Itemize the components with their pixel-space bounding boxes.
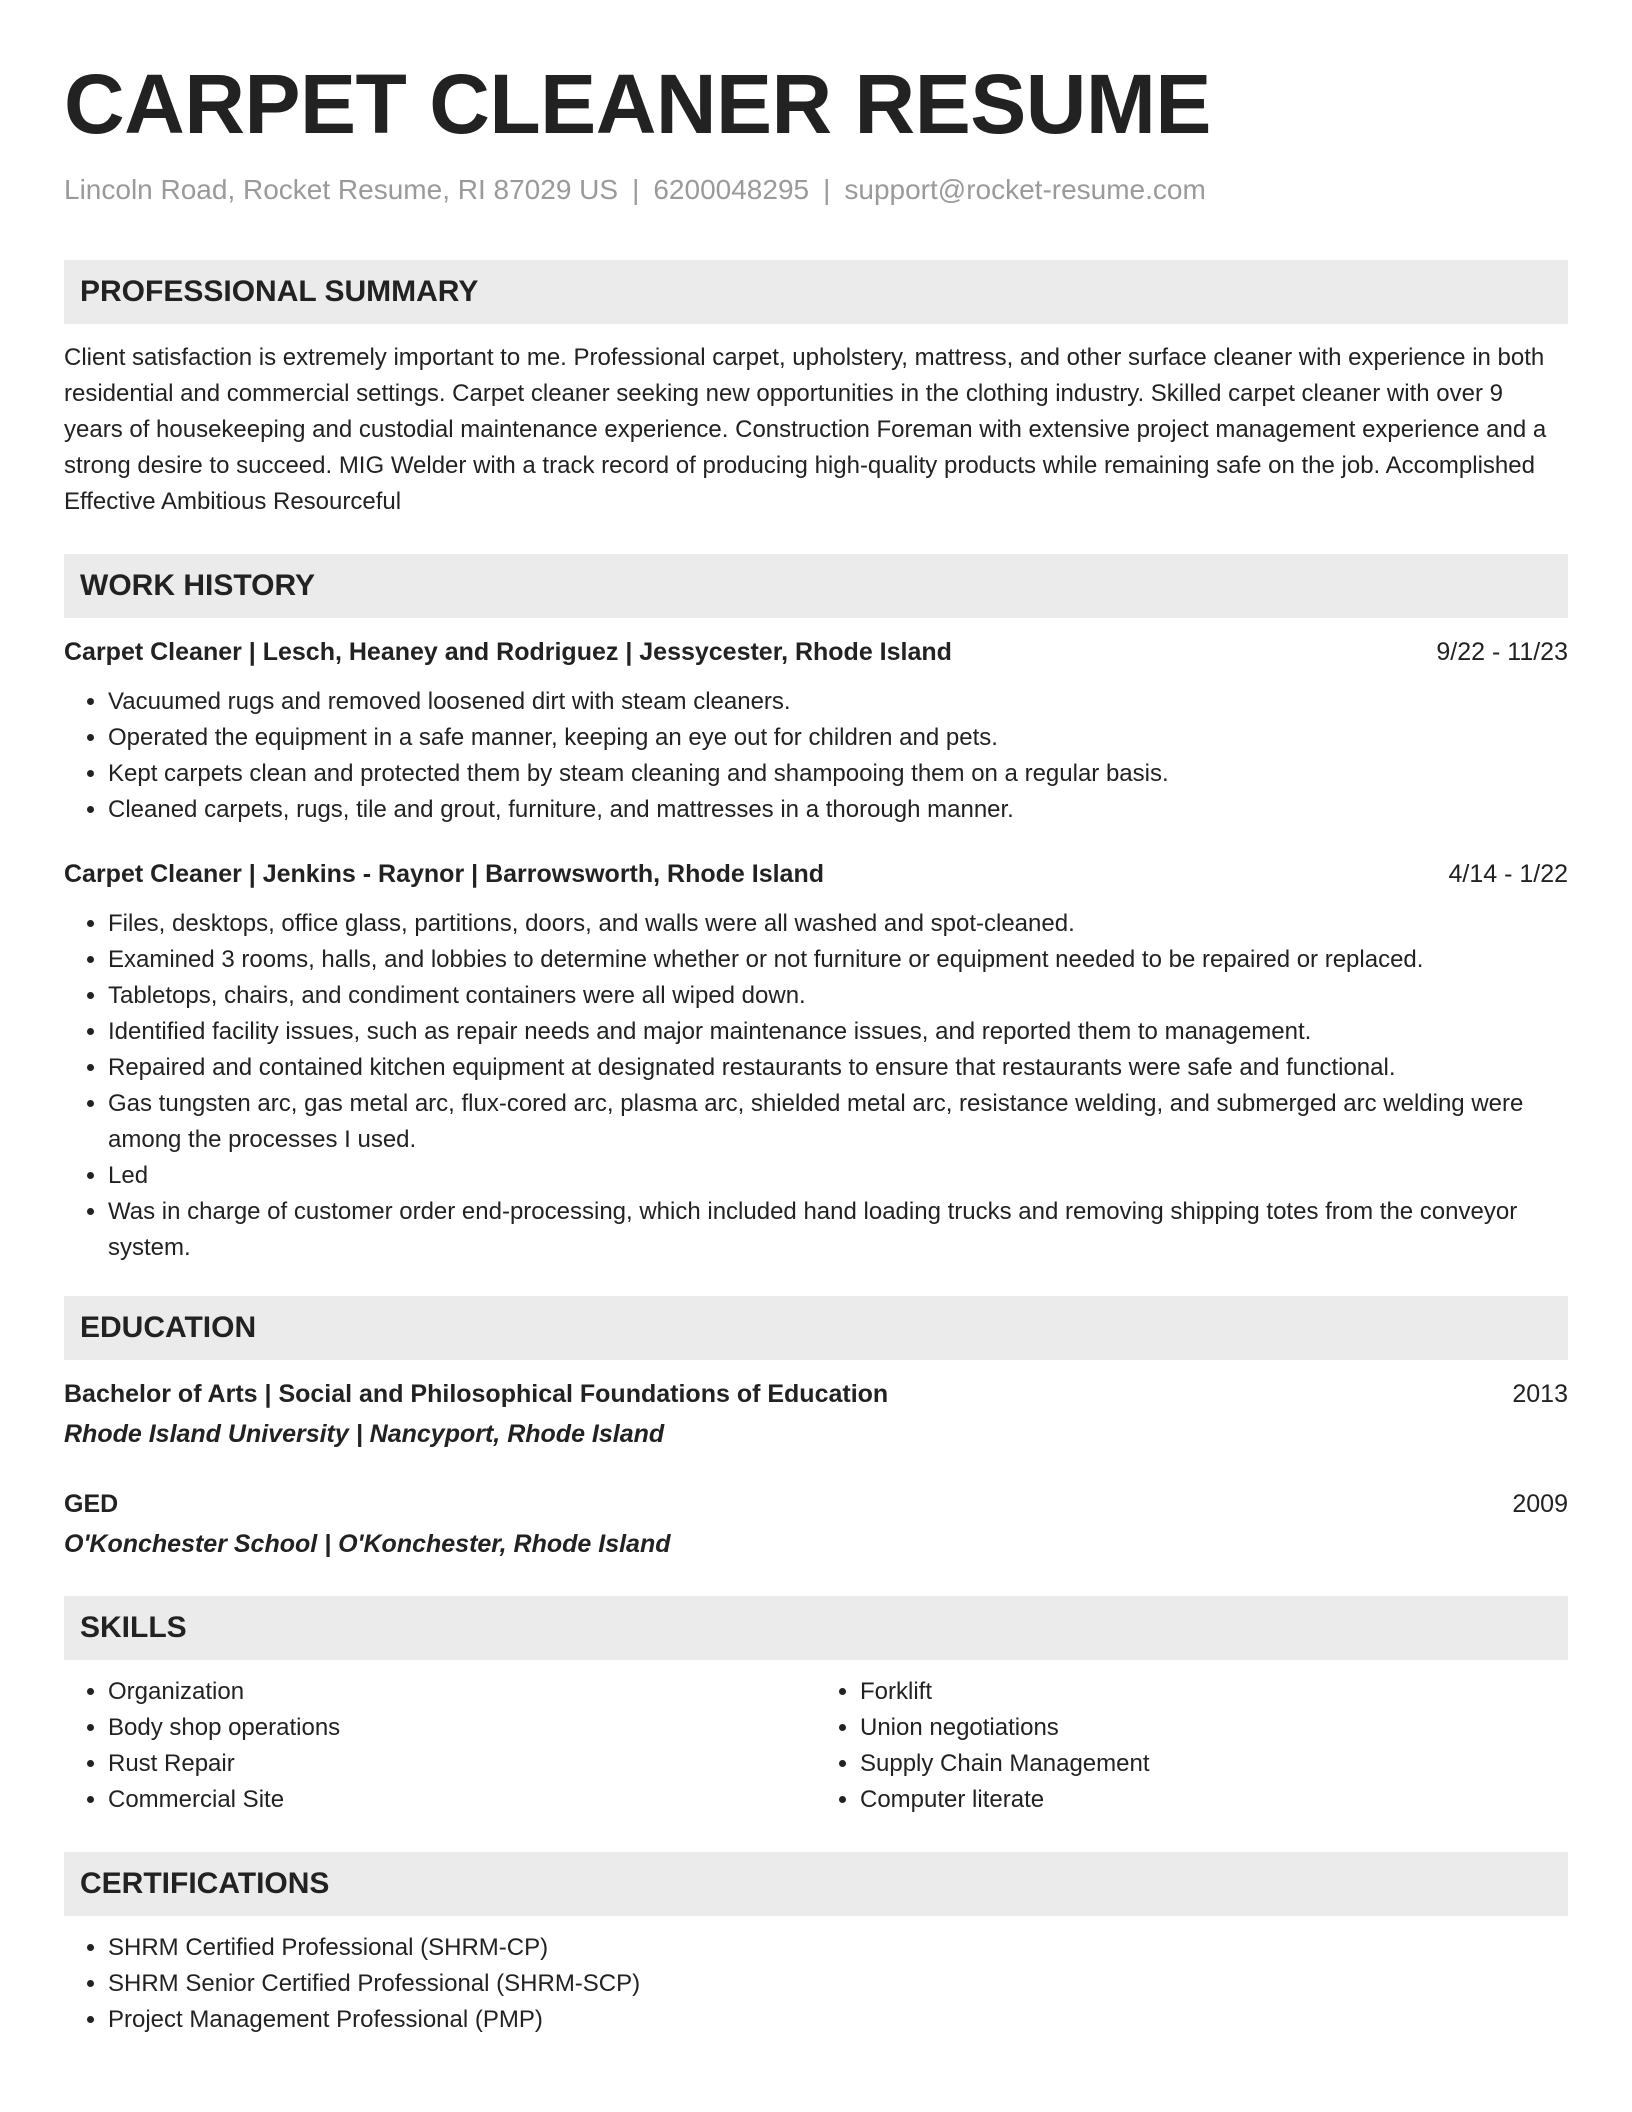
section-heading-label: EDUCATION [80,1311,257,1344]
job-bullet: • Vacuumed rugs and removed loosened dirt with steam cleaners. [108,684,1568,720]
certification-item: • SHRM Certified Professional (SHRM-CP) [108,1930,1568,1966]
job-bullets [64,684,1568,828]
job-entry [64,856,1568,1266]
skill-item: • Supply Chain Management [860,1746,1568,1782]
contact-phone: 6200048295 [653,174,810,205]
contact-address: Lincoln Road, Rocket Resume, RI 87029 US [64,174,619,205]
skill-item: • Union negotiations [860,1710,1568,1746]
job-bullet: • Files, desktops, office glass, partitions, doors, and walls were all washed and spot-cleaned. [108,906,1568,942]
education-degree: GED [64,1490,119,1518]
skill-item: • Forklift [860,1674,1568,1710]
section-heading-label: CERTIFICATIONS [80,1867,330,1900]
skills-grid [64,1674,1568,1818]
job-bullet: • Identified facility issues, such as repair needs and major maintenance issues, and reported them to management. [108,1014,1568,1050]
job-title: Carpet Cleaner | Jenkins - Raynor | Barrowsworth, Rhode Island [64,860,824,888]
section-heading-label: WORK HISTORY [80,569,316,602]
job-bullet: • Examined 3 rooms, halls, and lobbies to determine whether or not furniture or equipment needed to be repaired or replaced. [108,942,1568,978]
job-title: Carpet Cleaner | Lesch, Heaney and Rodriguez | Jessycester, Rhode Island [64,638,952,666]
job-entry [64,634,1568,828]
certification-item: • Project Management Professional (PMP) [108,2002,1568,2038]
skill-item: • Commercial Site [108,1782,816,1818]
section-heading-skills [64,1596,1568,1660]
contact-separator: | [632,174,640,205]
job-dates: 9/22 - 11/23 [1436,638,1568,666]
summary-text: Client satisfaction is extremely important to me. Professional carpet, upholstery, mattress, and other surface cleaner with experience in both residential and commercial settings. Carpet cleaner seeking new opportunities in the clothing industry. Skilled carpet cleaner with over 9 years of housekeeping and custodial maintenance experience. Construction Foreman with extensive project management experience and a strong desire to succeed. MIG Welder with a track record of producing high-quality products while remaining safe on the job. Accomplished Effective Ambitious Resourceful [64,344,1547,515]
job-bullet: • Cleaned carpets, rugs, tile and grout, furniture, and mattresses in a thorough manner. [108,792,1568,828]
job-bullet: • Led [108,1158,1568,1194]
job-bullet: • Kept carpets clean and protected them by steam cleaning and shampooing them on a regular basis. [108,756,1568,792]
certification-item: • SHRM Senior Certified Professional (SHRM-SCP) [108,1966,1568,2002]
certification-list [64,1930,1568,2038]
education-school: O'Konchester School | O'Konchester, Rhode Island [64,1530,671,1558]
contact-separator: | [823,174,831,205]
education-entry [64,1376,1568,1452]
job-dates: 4/14 - 1/22 [1448,860,1568,888]
section-heading-work-history [64,554,1568,618]
skill-item: • Organization [108,1674,816,1710]
section-heading-summary [64,260,1568,324]
education-header [64,1376,1568,1412]
education-school: Rhode Island University | Nancyport, Rhode Island [64,1420,665,1448]
job-bullet: • Operated the equipment in a safe manner, keeping an eye out for children and pets. [108,720,1568,756]
education-year: 2009 [1512,1490,1568,1518]
education-degree: Bachelor of Arts | Social and Philosophical Foundations of Education [64,1380,889,1408]
contact-email: support@rocket-resume.com [844,174,1206,205]
section-heading-label: SKILLS [80,1611,187,1644]
section-heading-education [64,1296,1568,1360]
job-bullet: • Gas tungsten arc, gas metal arc, flux-cored arc, plasma arc, shielded metal arc, resistance welding, and submerged arc welding were among the processes I used. [108,1086,1568,1158]
job-bullet: • Tabletops, chairs, and condiment containers were all wiped down. [108,978,1568,1014]
skill-item: • Computer literate [860,1782,1568,1818]
education-entry [64,1486,1568,1562]
skill-item: • Body shop operations [108,1710,816,1746]
skills-column-left [64,1674,816,1818]
section-heading-label: PROFESSIONAL SUMMARY [80,275,479,308]
contact-line [64,172,1568,208]
education-year: 2013 [1512,1380,1568,1408]
skills-column-right [816,1674,1568,1818]
job-header [64,856,1568,892]
education-header [64,1486,1568,1522]
job-bullet: • Was in charge of customer order end-processing, which included hand loading trucks and removing shipping totes from the conveyor system. [108,1194,1568,1266]
section-heading-certifications [64,1852,1568,1916]
job-bullet: • Repaired and contained kitchen equipment at designated restaurants to ensure that restaurants were safe and functional. [108,1050,1568,1086]
skill-item: • Rust Repair [108,1746,816,1782]
job-bullets [64,906,1568,1266]
resume-title: CARPET CLEANER RESUME [64,57,1211,151]
job-header [64,634,1568,670]
